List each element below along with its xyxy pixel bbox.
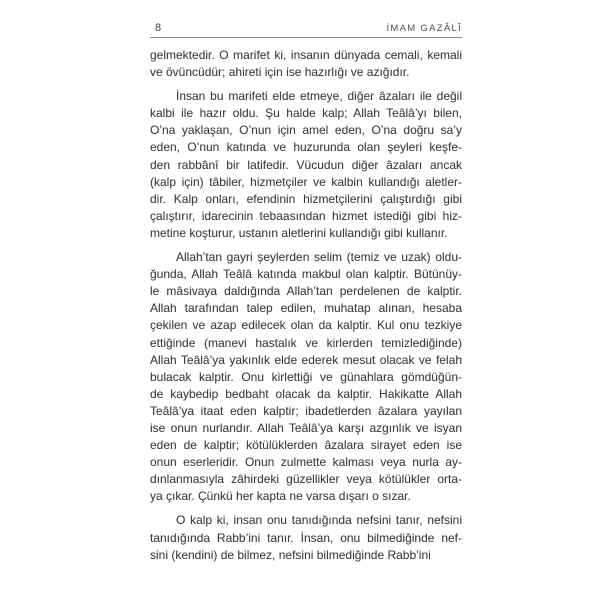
text-line: de kaybedip bedbaht olacak da kalptir. Hakikatte Allah: [150, 386, 462, 401]
text-line: kalbi ile hazır oldu. Şu halde kalp; Allah Teâlâ’yı bilen,: [150, 106, 462, 121]
text-line: bulacak kalptir. Onu kirlettiği ve günahlara gömdüğün-: [150, 369, 462, 384]
text-line: le mâsivaya daldığında Allah’tan perdelenen de kalptir.: [150, 284, 462, 299]
paragraph: [150, 47, 462, 81]
text-line: O kalp ki, insan onu tanıdığında nefsini tanır, nefsini: [176, 513, 462, 528]
page-number: 8: [155, 22, 162, 34]
page-content: [150, 22, 462, 571]
paragraph: [150, 512, 462, 563]
paragraph: [150, 249, 462, 505]
text-line: ve övüncüdür; ahireti için ise hazırlığı ve azığıdır.: [150, 65, 410, 80]
text-line: Allah tarafından talep edilen, muhatap alınan, hesaba: [150, 301, 462, 316]
paragraph: [150, 88, 462, 242]
text-line: ettiğinde (manevi hastalık ve kirlerden temizlediğinde): [150, 335, 462, 350]
text-line: İnsan bu marifeti elde etmeye, diğer âzaları ile değil: [176, 89, 462, 104]
text-line: ya çıkar. Çünkü her kapta ne varsa dışarı o sızar.: [150, 489, 411, 504]
text-line: tanıdığında Rabb’ini tanır. İnsan, onu bilmediğinde nef-: [150, 530, 462, 545]
text-line: sini (kendini) de bilmez, nefsini bilmediğinde Rabb’ini: [150, 547, 431, 562]
body-text: [150, 47, 462, 564]
text-line: çekilen ve azap edilecek olan da kalptir. Kul onu tezkiye: [150, 318, 462, 333]
text-line: dir. Kalp onları, efendinin hizmetçilerini çalıştırdığı gibi: [150, 191, 462, 206]
text-line: dınlanmasıyla zâhirdeki güzellikler veya kötülükler orta-: [150, 472, 462, 487]
text-line: ise onun nurlandır. Allah Teâlâ’ya karşı azgınlık ve isyan: [150, 420, 462, 435]
text-line: onun eserleridir. Onun zulmette kalması veya nurla ay-: [150, 455, 462, 470]
text-line: Allah Teâlâ’ya yakınlık elde ederek mesut olacak ve felah: [150, 352, 462, 367]
text-line: O’na yaklaşan, O’nun için amel eden, O’na doğru sa’y: [150, 123, 462, 138]
text-line: den rabbânî bir latifedir. Vücudun diğer âzaları ancak: [150, 157, 462, 172]
text-line: ğunda, Allah Teâlâ katında makbul olan kalptir. Bütünüy-: [150, 267, 462, 282]
text-line: gelmektedir. O marifet ki, insanın dünyada cemali, kemali: [150, 48, 462, 62]
header-rule: [150, 37, 462, 38]
text-line: eden de kalptir; kötülüklerden âzalara sirayet eden ise: [150, 438, 462, 453]
text-line: Allah’tan gayri şeylerden selim (temiz ve uzak) oldu-: [176, 250, 462, 265]
text-line: çalıştırır, idarecinin tebaasından hizmet istediği gibi hiz-: [150, 208, 462, 223]
text-line: metine koşturur, ustanın aletlerini kullandığı gibi kullanır.: [150, 225, 448, 240]
running-title: İMAM GAZÂLÎ: [386, 23, 462, 34]
text-line: (kalp için) tâbiler, hizmetçiler ve kalbin kullandığı aletler-: [150, 174, 462, 189]
text-line: Teâlâ’ya itaat eden kalptir; ibadetlerden âzalara yayılan: [150, 403, 462, 418]
text-line: eden, O’nun katında ve huzurunda olan şeyleri keşfe-: [150, 140, 462, 155]
page-header: [150, 22, 462, 34]
